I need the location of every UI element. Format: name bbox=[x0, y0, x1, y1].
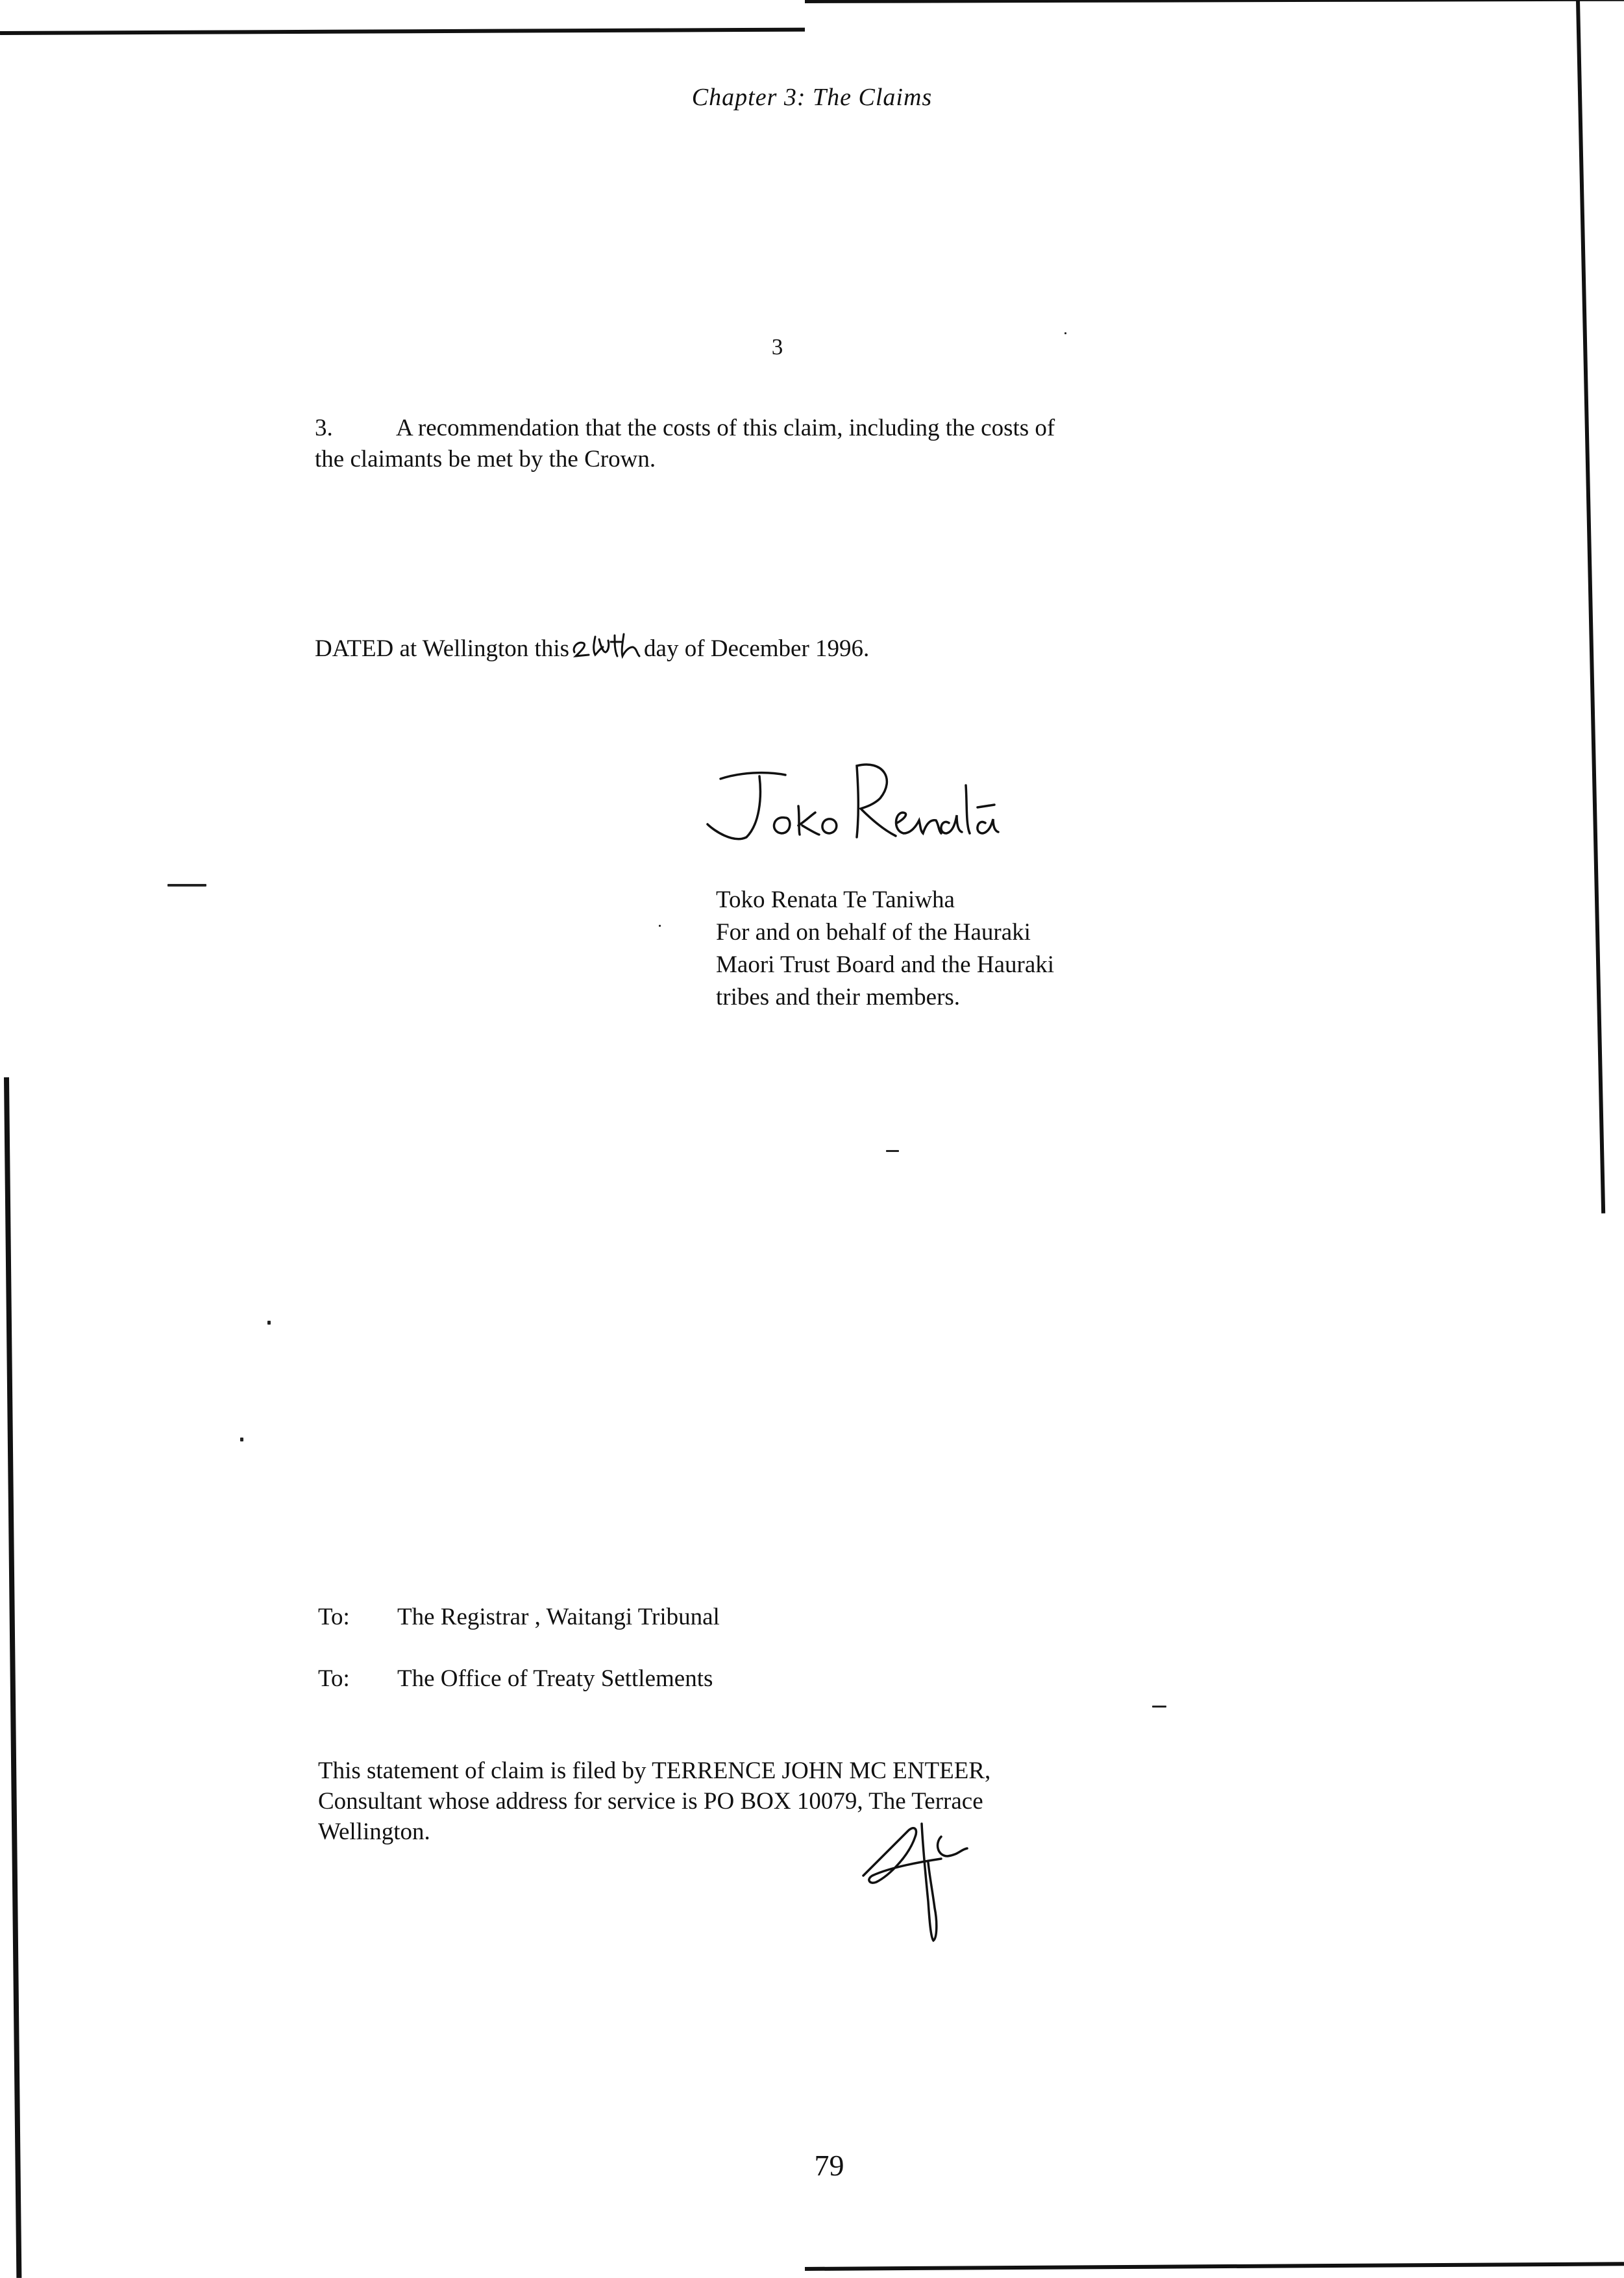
signature-toko-renata bbox=[695, 753, 1000, 863]
dated-suffix: day of December 1996. bbox=[644, 635, 870, 662]
scan-mark bbox=[267, 1321, 271, 1325]
recipient-label: To: bbox=[318, 1665, 350, 1692]
recipient-text: The Office of Treaty Settlements bbox=[397, 1665, 713, 1692]
scan-mark bbox=[886, 1150, 899, 1152]
filing-line: Consultant whose address for service is PO BOX 10079, The Terrace bbox=[318, 1788, 983, 1815]
filing-line: This statement of claim is filed by TERRENCE JOHN MC ENTEER, bbox=[318, 1757, 991, 1784]
scan-edge-left bbox=[4, 1077, 21, 2278]
scan-mark bbox=[167, 884, 206, 887]
inner-page-number: 3 bbox=[771, 334, 783, 360]
scan-mark bbox=[1064, 332, 1066, 334]
recommendation-paragraph bbox=[315, 413, 1224, 475]
running-header: Chapter 3: The Claims bbox=[691, 84, 933, 111]
signatory-line: Maori Trust Board and the Hauraki bbox=[716, 951, 1055, 978]
handwritten-day bbox=[569, 633, 644, 659]
filing-line: Wellington. bbox=[318, 1819, 430, 1845]
scan-mark bbox=[1152, 1706, 1166, 1708]
signature-consultant bbox=[850, 1811, 1000, 1947]
dated-prefix: DATED at Wellington this bbox=[315, 635, 570, 662]
scan-mark bbox=[659, 925, 661, 927]
paragraph-number: 3. bbox=[315, 415, 333, 441]
paragraph-line-1: A recommendation that the costs of this claim, including the costs of bbox=[396, 415, 1055, 441]
page-number: 79 bbox=[814, 2149, 844, 2182]
recipient-registrar bbox=[318, 1603, 720, 1631]
signatory-block bbox=[716, 884, 1054, 1014]
filing-statement bbox=[318, 1756, 1227, 1847]
recipient-text: The Registrar , Waitangi Tribunal bbox=[397, 1604, 720, 1630]
signatory-line: Toko Renata Te Taniwha bbox=[716, 887, 955, 913]
scan-mark bbox=[240, 1438, 243, 1441]
signatory-line: tribes and their members. bbox=[716, 984, 961, 1010]
scan-edge-top bbox=[0, 28, 805, 35]
paragraph-line-2: the claimants be met by the Crown. bbox=[315, 446, 656, 472]
scan-edge-right bbox=[1576, 0, 1605, 1214]
scan-edge-bottom bbox=[805, 2262, 1624, 2271]
recipient-label: To: bbox=[318, 1604, 350, 1630]
scan-edge-top-right bbox=[805, 0, 1624, 3]
recipient-office bbox=[318, 1665, 713, 1693]
signatory-line: For and on behalf of the Hauraki bbox=[716, 919, 1031, 946]
dated-line bbox=[315, 633, 869, 663]
